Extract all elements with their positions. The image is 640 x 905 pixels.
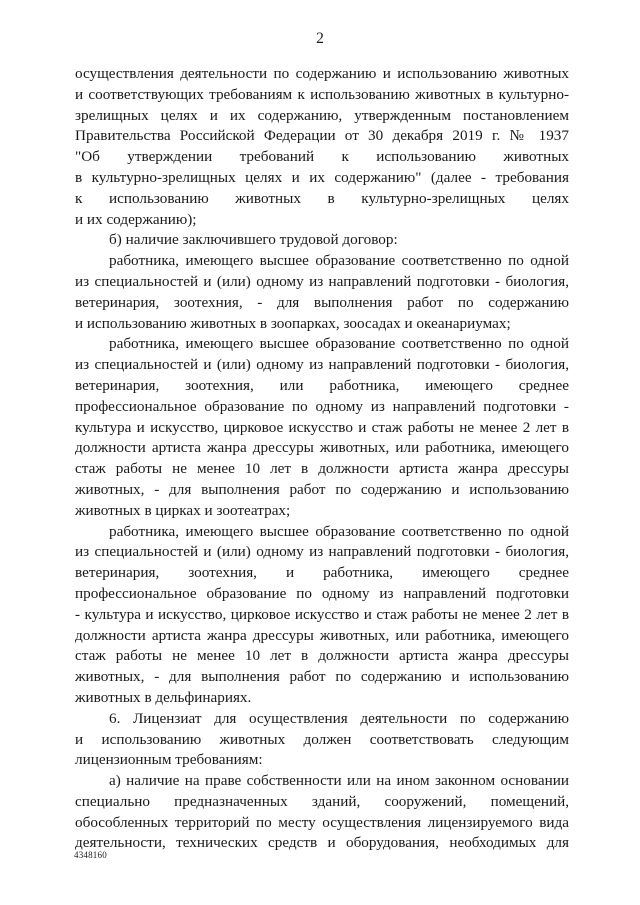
text-line: в культурно-зрелищных целях и их содержанию" (далее - требования [75,168,569,186]
text-line: животных в дельфинариях. [75,688,252,706]
text-line: ветеринария, зоотехния, - для выполнения работ по содержанию [75,293,569,311]
text-line: профессиональное образование по одному из направлений подготовки - [75,397,569,415]
text-line: должности артиста жанра дрессуры животных, или работника, имеющего [75,626,569,644]
text-line: осуществления деятельности по содержанию и использованию животных [75,65,569,82]
text-line: зрелищных целях и их содержанию, утвержденным постановлением [75,106,569,124]
text-line: работника, имеющего высшее образование соответственно по одной [109,522,569,540]
text-line: "Об утверждении требований к использованию животных [75,148,569,166]
text-line: 6. Лицензиат для осуществления деятельности по содержанию [109,709,569,727]
text-line: деятельности, технических средств и оборудования, необходимых для [75,834,569,852]
text-line: из специальностей и (или) одному из направлений подготовки - биология, [75,356,569,374]
text-line: Правительства Российской Федерации от 30 декабря 2019 г. № 1937 [75,127,569,145]
text-line: и их содержанию); [75,210,197,228]
text-line: специально предназначенных зданий, сооружений, помещений, [75,792,569,810]
text-line: профессиональное образование по одному из направлений подготовки [75,584,569,602]
text-line: обособленных территорий по месту осуществления лицензируемого вида [75,813,569,831]
text-line: и использованию животных в зоопарках, зоосадах и океанариумах; [75,314,511,332]
text-line: работника, имеющего высшее образование соответственно по одной [109,335,569,353]
text-line: животных, - для выполнения работ по содержанию и использованию [75,668,569,686]
text-line: стаж работы не менее 10 лет в должности артиста жанра дрессуры [75,647,569,665]
text-line: из специальностей и (или) одному из направлений подготовки - биология, [75,272,569,290]
text-line: животных, - для выполнения работ по содержанию и использованию [75,480,569,498]
text-line: животных в цирках и зоотеатрах; [75,501,291,519]
text-line: должности артиста жанра дрессуры животных, или работника, имеющего [75,439,569,457]
text-line: ветеринария, зоотехния, или работника, имеющего среднее [75,376,569,394]
text-line: лицензионным требованиям: [75,751,263,769]
text-line: б) наличие заключившего трудовой договор: [109,231,398,249]
page-number: 2 [316,30,324,47]
text-line: культура и искусство, цирковое искусство и стаж работы не менее 2 лет в [75,418,569,436]
text-line: ветеринария, зоотехния, и работника, имеющего среднее [75,564,569,582]
text-line: работника, имеющего высшее образование соответственно по одной [109,252,569,270]
text-line: стаж работы не менее 10 лет в должности артиста жанра дрессуры [75,460,569,478]
text-line: и соответствующих требованиям к использованию животных в культурно- [75,85,569,103]
document-body [75,64,569,854]
text-line: - культура и искусство, цирковое искусство и стаж работы не менее 2 лет в [75,605,569,623]
document-code: 4348160 [74,850,107,860]
text-line: а) наличие на праве собственности или на ином законном основании [109,772,569,790]
text-line: к использованию животных в культурно-зрелищных целях [75,189,569,207]
text-line: из специальностей и (или) одному из направлений подготовки - биология, [75,543,569,561]
text-line: и использованию животных должен соответствовать следующим [75,730,569,748]
